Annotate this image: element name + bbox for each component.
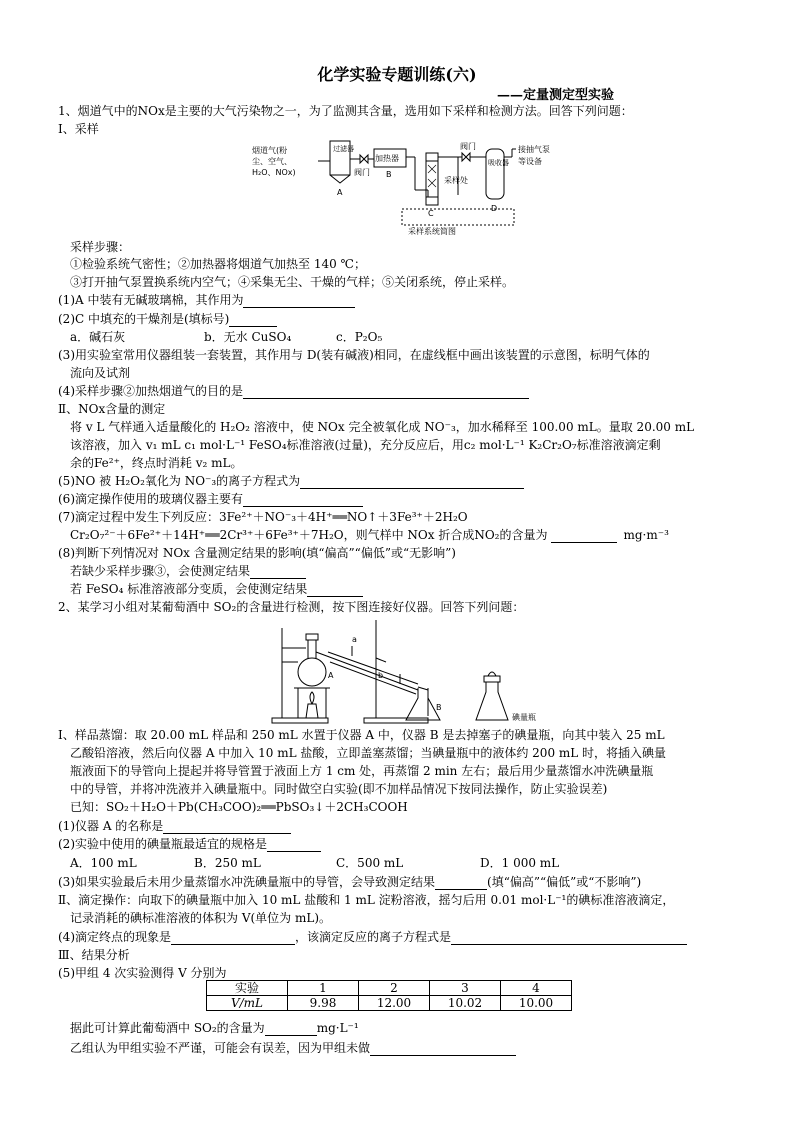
q1-sub1-text: (1)A 中装有无碱玻璃棉，其作用为 [58, 293, 244, 307]
label-a: A [337, 188, 343, 197]
q1-sub4-answer[interactable] [243, 386, 529, 399]
q2-sub3 [58, 875, 641, 890]
q1-sub8b-text: 若 FeSO₄ 标准溶液部分变质，会使测定结果 [70, 582, 308, 596]
heater-label: 加热器 [375, 154, 399, 163]
q2-sub3-tail: (填“偏高”“偏低”或“不影响”) [487, 875, 642, 889]
q1-sub2 [58, 312, 277, 327]
q1-option-a: a．碱石灰 [70, 330, 126, 344]
q1-sub6-answer[interactable] [243, 494, 363, 507]
q1-part2-heading: Ⅱ、NOx含量的测定 [58, 402, 166, 416]
table-header-cell: 2 [359, 981, 430, 996]
table-cell: 10.00 [501, 996, 572, 1011]
q1-sub6-text: (6)滴定操作使用的玻璃仪器主要有 [58, 492, 243, 506]
apparatus-label-B: B [436, 703, 442, 712]
gas-label-3: H₂O、NOx) [252, 168, 296, 177]
table-cell: V/mL [207, 996, 288, 1011]
q2-last [70, 1041, 516, 1056]
table-header-cell: 实验 [207, 981, 288, 996]
pump-label-1: 接抽气泵 [518, 145, 550, 154]
q2-option-b: B．250 mL [194, 856, 261, 870]
q2-sub5: (5)甲组 4 次实验测得 V 分别为 [58, 966, 227, 980]
q2-sub3-text: (3)如果实验最后未用少量蒸馏水冲洗碘量瓶中的导管，会导致测定结果 [58, 875, 436, 889]
q1-option-b: b．无水 CuSO₄ [204, 330, 292, 344]
filter-label: 过滤器 [333, 145, 354, 153]
q2-calc-text: 据此可计算此葡萄酒中 SO₂的含量为 [70, 1021, 265, 1035]
q2-sub2-answer[interactable] [267, 839, 321, 852]
gas-label-2: 尘、空气、 [252, 157, 292, 166]
q1-part2-line1: 将 v L 气样通入适量酸化的 H₂O₂ 溶液中，使 NOx 完全被氧化成 NO⁻₃，加水稀释至 100.00 mL。量取 20.00 mL [70, 420, 695, 434]
q1-sub8a-text: 若缺少采样步骤③，会使测定结果 [70, 564, 251, 578]
label-b: B [386, 170, 392, 179]
page-title: 化学实验专题训练(六) [317, 65, 477, 84]
sample-point-label: 采样处 [444, 176, 468, 185]
q2-part1-line2: 乙酸铅溶液，然后向仪器 A 中加入 10 mL 盐酸，立即盖塞蒸馏；当碘量瓶中的液体约 200 mL 时，将插入碘量 [70, 746, 667, 760]
q1-sub5-text: (5)NO 被 H₂O₂氧化为 NO⁻₃的离子方程式为 [58, 474, 301, 488]
step-line-2: ③打开抽气泵置换系统内空气；④采集无尘、干燥的气样；⑤关闭系统，停止采样。 [70, 275, 515, 289]
label-d: D [491, 204, 498, 213]
diagram-caption: 采样系统简图 [408, 227, 456, 236]
table-header-cell: 1 [288, 981, 359, 996]
q1-sub5-answer[interactable] [300, 476, 524, 489]
q2-part2-line2: 记录消耗的碘标准溶液的体积为 V(单位为 mL)。 [70, 911, 332, 925]
gas-label-1: 烟道气(粉 [252, 146, 288, 155]
q1-sub7-unit: mg·m⁻³ [623, 528, 669, 542]
q2-part1-line1: Ⅰ、样品蒸馏：取 20.00 mL 样品和 250 mL 水置于仪器 A 中，仪器 B 是去掉塞子的碘量瓶，向其中装入 25 mL [58, 728, 665, 742]
q2-sub4-text-a: (4)滴定终点的现象是 [58, 930, 171, 944]
q2-sub4 [58, 930, 687, 945]
q1-sub5 [58, 474, 524, 489]
steps-title: 采样步骤： [70, 240, 131, 254]
iodine-flask-label: 碘量瓶 [512, 713, 536, 722]
q2-sub2-text: (2)实验中使用的碘量瓶最适宜的规格是 [58, 837, 267, 851]
q2-intro: 2、某学习小组对某葡萄酒中 SO₂的含量进行检测，按下图连接好仪器。回答下列问题： [58, 600, 525, 614]
table-header-row [207, 981, 572, 996]
page-subtitle: ——定量测定型实验 [497, 88, 615, 103]
valve1-label: 阀门 [354, 168, 370, 177]
q1-part2-line3: 余的Fe²⁺，终点时消耗 v₂ mL。 [70, 456, 243, 470]
pump-label-2: 等设备 [518, 157, 542, 166]
q1-sub1-answer[interactable] [243, 295, 355, 308]
valve2-label: 阀门 [460, 142, 476, 151]
q2-part3-heading: Ⅲ、结果分析 [58, 948, 130, 962]
q1-sub2-text: (2)C 中填充的干燥剂是(填标号) [58, 312, 230, 326]
q2-option-c: C．500 mL [336, 856, 404, 870]
q2-calc-unit: mg·L⁻¹ [316, 1021, 359, 1035]
q1-sub3-line2: 流向及试剂 [70, 366, 131, 380]
table-cell: 12.00 [359, 996, 430, 1011]
q1-sub6 [58, 492, 363, 507]
absorber-label: 吸收器 [488, 159, 509, 167]
q2-sub2 [58, 837, 321, 852]
q2-sub4-answer-a[interactable] [171, 932, 295, 945]
q2-option-a: A．100 mL [70, 856, 137, 870]
q1-sub4-text: (4)采样步骤②加热烟道气的目的是 [58, 384, 243, 398]
q2-calc-answer[interactable] [265, 1023, 317, 1036]
q1-sub8b [70, 582, 363, 597]
q2-sub3-answer[interactable] [435, 877, 487, 890]
q1-option-c: c．P₂O₅ [336, 330, 383, 344]
q1-sub8a-answer[interactable] [250, 566, 306, 579]
q2-sub1 [58, 819, 291, 834]
distillation-apparatus [268, 618, 568, 726]
q1-sub7-text: Cr₂O₇²⁻＋6Fe²⁺＋14H⁺══2Cr³⁺＋6Fe³⁺＋7H₂O，则气样中 NOx 折合成NO₂的含量为 [70, 528, 548, 542]
step-line-1: ①检验系统气密性；②加热器将烟道气加热至 140 ℃； [70, 257, 366, 271]
q2-last-answer[interactable] [370, 1043, 516, 1056]
table-header-cell: 4 [501, 981, 572, 996]
q1-sub4 [58, 384, 529, 399]
q2-sub4-text-b: ，该滴定反应的离子方程式是 [295, 930, 452, 944]
result-table [206, 980, 572, 1011]
table-cell: 10.02 [430, 996, 501, 1011]
q1-sub8b-answer[interactable] [307, 584, 363, 597]
q1-part1-heading: Ⅰ、采样 [58, 122, 99, 136]
q2-sub1-text: (1)仪器 A 的名称是 [58, 819, 164, 833]
q2-sub4-answer-b[interactable] [451, 932, 687, 945]
q1-intro: 1、烟道气中的NOx是主要的大气污染物之一，为了监测其含量，选用如下采样和检测方法。回答下列问题： [58, 104, 633, 118]
q2-sub1-answer[interactable] [163, 821, 291, 834]
q1-sub7-answer[interactable] [551, 530, 617, 543]
sampling-system-diagram [250, 135, 630, 240]
q1-sub8: (8)判断下列情况对 NOx 含量测定结果的影响(填“偏高”“偏低”或“无影响”) [58, 546, 456, 560]
apparatus-label-a: a [352, 635, 357, 644]
q2-option-d: D．1 000 mL [480, 856, 560, 870]
apparatus-label-A: A [328, 671, 334, 680]
q2-known-equation: 已知：SO₂＋H₂O＋Pb(CH₃COO)₂══PbSO₃↓＋2CH₃COOH [70, 800, 408, 814]
q2-calc [70, 1021, 359, 1036]
q2-part1-line4: 中的导管，并将冲洗液并入碘量瓶中。同时做空白实验(即不加样品情况下按同法操作，防止实验误差) [70, 782, 608, 796]
q1-sub7-line1: (7)滴定过程中发生下列反应：3Fe²⁺＋NO⁻₃＋4H⁺══NO↑＋3Fe³⁺＋2H₂O [58, 510, 468, 524]
q1-part2-line2: 该溶液，加入 v₁ mL c₁ mol·L⁻¹ FeSO₄标准溶液(过量)，充分反应后，用c₂ mol·L⁻¹ K₂Cr₂O₇标准溶液滴定剩 [70, 438, 661, 452]
q1-sub8a [70, 564, 306, 579]
table-cell: 9.98 [288, 996, 359, 1011]
q2-part1-line3: 瓶液面下的导管向上提起并将导管置于液面上方 1 cm 处，再蒸馏 2 min 左右；最后用少量蒸馏水冲洗碘量瓶 [70, 764, 654, 778]
apparatus-label-b: b [378, 671, 384, 680]
q1-sub2-answer[interactable] [229, 314, 277, 327]
label-c: C [428, 209, 434, 218]
q2-last-text: 乙组认为甲组实验不严谨，可能会有误差，因为甲组未做 [70, 1041, 371, 1055]
q1-sub3-line1: (3)用实验室常用仪器组装一套装置，其作用与 D(装有碱液)相同，在虚线框中画出该装置的示意图，标明气体的 [58, 348, 650, 362]
table-row [207, 996, 572, 1011]
table-header-cell: 3 [430, 981, 501, 996]
q1-sub1 [58, 293, 355, 308]
q2-part2-line1: Ⅱ、滴定操作：向取下的碘量瓶中加入 10 mL 盐酸和 1 mL 淀粉溶液，摇匀后用 0.01 mol·L⁻¹的碘标准溶液滴定， [58, 893, 675, 907]
q1-sub7-line2 [70, 528, 669, 543]
